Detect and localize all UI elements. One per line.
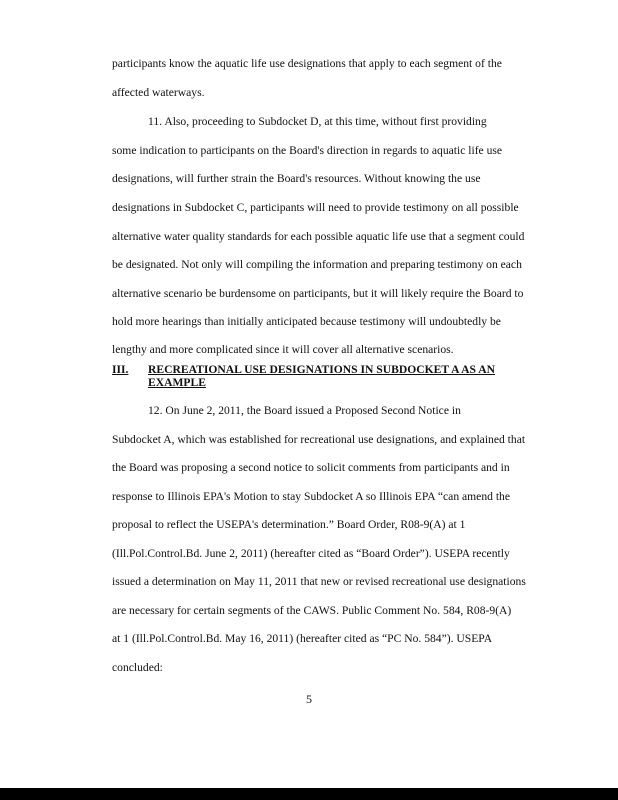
text-line: (Ill.Pol.Control.Bd. June 2, 2011) (hereafter cited as “Board Order”). USEPA recently <box>112 547 510 560</box>
text-line: some indication to participants on the Board's direction in regards to aquatic life use <box>112 144 503 157</box>
text-line: be designated. Not only will compiling the information and preparing testimony on each <box>112 258 522 271</box>
text-line: hold more hearings than initially anticipated because testimony will undoubtedly be <box>112 315 501 328</box>
page-number: 5 <box>306 692 312 706</box>
section-number: III. <box>112 363 129 376</box>
text-line: response to Illinois EPA's Motion to stay Subdocket A so Illinois EPA “can amend the <box>112 490 510 503</box>
text-line: concluded: <box>112 661 163 674</box>
text-line: issued a determination on May 11, 2011 that new or revised recreational use designations <box>112 575 526 588</box>
text-line: the Board was proposing a second notice to solicit comments from participants and in <box>112 461 510 474</box>
text-line: are necessary for certain segments of the CAWS. Public Comment No. 584, R08-9(A) <box>112 604 512 617</box>
text-line: participants know the aquatic life use designations that apply to each segment of the <box>112 57 502 70</box>
text-line: designations in Subdocket C, participants will need to provide testimony on all possible <box>112 201 519 214</box>
scan-bottom-border <box>0 788 618 800</box>
text-line: alternative scenario be burdensome on participants, but it will likely require the Board to <box>112 287 524 300</box>
text-line: Subdocket A, which was established for recreational use designations, and explained that <box>112 433 526 446</box>
text-line: proposal to reflect the USEPA's determination.” Board Order, R08-9(A) at 1 <box>112 518 466 531</box>
text-line: affected waterways. <box>112 86 205 99</box>
text-line: at 1 (Ill.Pol.Control.Bd. May 16, 2011) (hereafter cited as “PC No. 584”). USEPA <box>112 632 493 645</box>
text-line: alternative water quality standards for each possible aquatic life use that a segment could <box>112 230 525 243</box>
paragraph-12-first-line: 12. On June 2, 2011, the Board issued a Proposed Second Notice in <box>148 404 461 417</box>
text-line: lengthy and more complicated since it will cover all alternative scenarios. <box>112 343 454 356</box>
text-line: designations, will further strain the Board's resources. Without knowing the use <box>112 172 481 185</box>
section-title: RECREATIONAL USE DESIGNATIONS IN SUBDOCKET A AS AN EXAMPLE <box>148 363 495 389</box>
paragraph-11-first-line: 11. Also, proceeding to Subdocket D, at this time, without first providing <box>148 115 487 128</box>
